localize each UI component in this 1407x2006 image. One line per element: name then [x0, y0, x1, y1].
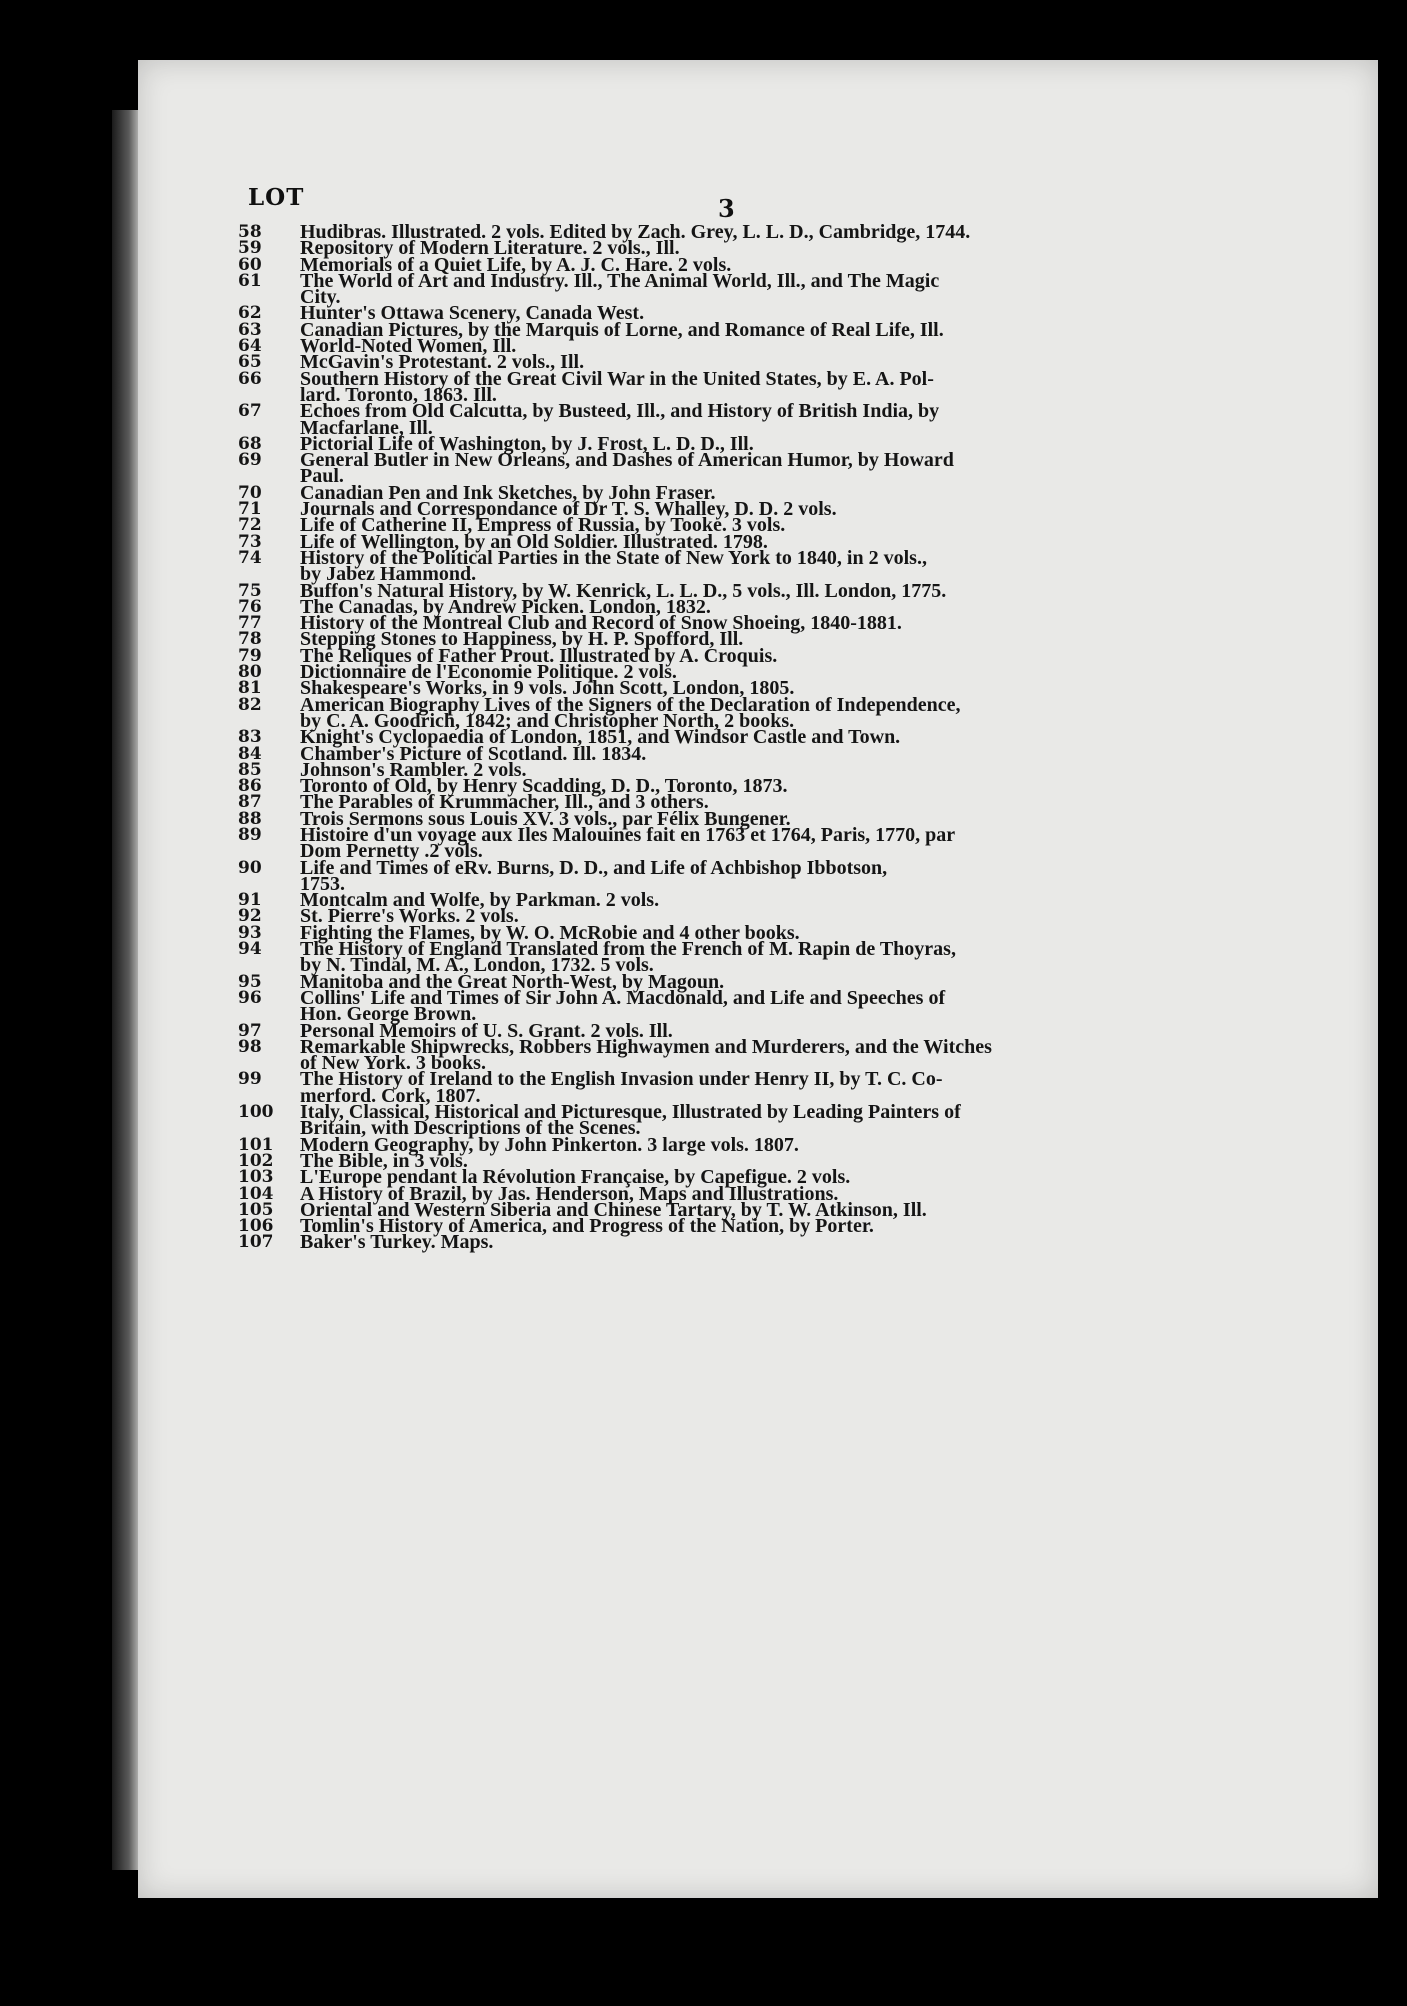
lot-description: Italy, Classical, Historical and Picturesque, Illustrated by Leading Painters of Britain, with Descriptions of the Scenes.	[300, 1101, 961, 1140]
lot-description: Stepping Stones to Happiness, by H. P. Spofford, Ill.	[300, 628, 744, 651]
lot-number: 90	[238, 857, 262, 878]
lot-number: 65	[238, 352, 262, 373]
page-number: 3	[718, 194, 735, 223]
lot-number: 79	[238, 645, 262, 666]
lot-number: 80	[238, 662, 262, 683]
lot-description: Manitoba and the Great North-West, by Magoun.	[300, 970, 725, 993]
lot-number: 81	[238, 678, 262, 699]
lot-number: 63	[238, 319, 262, 340]
lot-number: 60	[238, 254, 262, 275]
lot-entry	[238, 400, 1328, 439]
lot-number: 67	[238, 401, 262, 422]
lot-number: 103	[238, 1167, 274, 1188]
lot-description: Life of Catherine II, Empress of Russia, by Tooke. 3 vols.	[300, 514, 786, 537]
lot-number: 98	[238, 1036, 262, 1057]
catalog-page	[138, 60, 1378, 1898]
lot-description: McGavin's Protestant. 2 vols., Ill.	[300, 351, 585, 374]
lot-entry	[238, 693, 1328, 732]
lot-description: Collins' Life and Times of Sir John A. Macdonald, and Life and Speeches of Hon. George Brown.	[300, 986, 946, 1026]
lot-number: 76	[238, 596, 262, 617]
lot-entry	[238, 367, 1328, 406]
lot-number: 88	[238, 808, 262, 829]
lot-number: 85	[238, 759, 262, 780]
lot-description: Toronto of Old, by Henry Scadding, D. D., Toronto, 1873.	[300, 775, 788, 798]
lot-description: Dictionnaire de l'Economie Politique. 2 vols.	[300, 661, 677, 684]
lot-description: Hudibras. Illustrated. 2 vols. Edited by Zach. Grey, L. L. D., Cambridge, 1744.	[300, 221, 971, 243]
lot-number: 93	[238, 922, 262, 943]
lot-number: 106	[238, 1216, 274, 1237]
lot-description: The World of Art and Industry. Ill., The Animal World, Ill., and The Magic City.	[300, 269, 940, 309]
lot-description: St. Pierre's Works. 2 vols.	[300, 905, 519, 928]
lot-description: Modern Geography, by John Pinkerton. 3 large vols. 1807.	[300, 1133, 799, 1156]
lot-description: Journals and Correspondance of Dr T. S. Whalley, D. D. 2 vols.	[300, 498, 837, 521]
lot-entry	[238, 938, 1328, 977]
lot-description: Shakespeare's Works, in 9 vols. John Scott, London, 1805.	[300, 677, 795, 700]
lot-description: The Reliques of Father Prout. Illustrated by A. Croquis.	[300, 644, 778, 667]
lot-description: Tomlin's History of America, and Progress of the Nation, by Porter.	[300, 1215, 874, 1238]
lot-entry	[238, 546, 1328, 586]
lot-entry	[238, 269, 1328, 309]
lot-entry	[238, 823, 1328, 863]
lot-description: Memorials of a Quiet Life, by A. J. C. Hare. 2 vols.	[300, 253, 732, 276]
lot-entry	[238, 856, 1328, 895]
lot-description: Life and Times of eRv. Burns, D. D., and Life of Achbishop Ibbotson, 1753.	[300, 856, 888, 895]
lot-number: 77	[238, 613, 262, 634]
lot-description: Trois Sermons sous Louis XV. 3 vols., par Félix Bungener.	[300, 807, 791, 830]
lot-description: The Parables of Krummacher, Ill., and 3 others.	[300, 791, 709, 814]
lot-entry	[238, 986, 1328, 1026]
lot-number: 97	[238, 1020, 262, 1041]
lot-number: 92	[238, 906, 262, 927]
lot-number: 64	[238, 336, 262, 357]
lot-description: The History of Ireland to the English Invasion under Henry II, by T. C. Co- merford. Cork, 1807.	[300, 1068, 943, 1107]
lot-description: Canadian Pictures, by the Marquis of Lorne, and Romance of Real Life, Ill.	[300, 318, 944, 341]
lot-description: The History of England Translated from the French of M. Rapin de Thoyras, by N. Tindal, M. A., London, 1732. 5 vols.	[300, 938, 956, 977]
lot-number: 107	[238, 1232, 274, 1253]
lot-entry	[238, 1068, 1328, 1107]
lot-description: World-Noted Women, Ill.	[300, 335, 517, 358]
lot-description: Remarkable Shipwrecks, Robbers Highwaymen and Murderers, and the Witches of New York. 3 books.	[300, 1035, 992, 1075]
lot-number: 101	[238, 1134, 274, 1155]
lot-description: Personal Memoirs of U. S. Grant. 2 vols. Ill.	[300, 1019, 673, 1042]
lot-number: 105	[238, 1199, 274, 1220]
lot-number: 96	[238, 987, 262, 1008]
lot-column-heading: LOT	[248, 184, 305, 211]
lot-description: The Bible, in 3 vols.	[300, 1149, 468, 1172]
lot-number: 82	[238, 694, 262, 715]
lot-description: General Butler in New Orleans, and Dashes of American Humor, by Howard Paul.	[300, 449, 954, 488]
lot-number: 58	[238, 222, 262, 242]
lot-number: 86	[238, 776, 262, 797]
lot-number: 78	[238, 629, 262, 650]
lot-description: The Canadas, by Andrew Picken. London, 1832.	[300, 595, 711, 618]
lot-description: Chamber's Picture of Scotland. Ill. 1834.	[300, 742, 647, 765]
lot-number: 73	[238, 531, 262, 552]
lot-number: 74	[238, 547, 262, 568]
lot-number: 70	[238, 482, 262, 503]
lot-description: L'Europe pendant la Révolution Française, by Capefigue. 2 vols.	[300, 1166, 851, 1189]
lot-entry	[238, 449, 1328, 488]
lot-number: 87	[238, 792, 262, 813]
lot-number: 100	[238, 1102, 274, 1123]
lot-description: American Biography Lives of the Signers of the Declaration of Independence, by C. A. Goodrich, 1842; and Christopher North, 2 books.	[300, 693, 961, 732]
lot-number: 99	[238, 1069, 262, 1090]
page-edge-shadow	[112, 110, 140, 1870]
lot-number: 75	[238, 580, 262, 601]
lot-description: Southern History of the Great Civil War in the United States, by E. A. Pol- lard. Toronto, 1863. Ill.	[300, 367, 934, 406]
lot-number: 91	[238, 890, 262, 911]
lot-description: Fighting the Flames, by W. O. McRobie and 4 other books.	[300, 921, 800, 944]
lot-number: 62	[238, 303, 262, 324]
lot-number: 72	[238, 515, 262, 536]
lot-number: 94	[238, 939, 262, 960]
lot-description: Repository of Modern Literature. 2 vols., Ill.	[300, 237, 680, 260]
lot-number: 95	[238, 971, 262, 992]
lot-description: Buffon's Natural History, by W. Kenrick, L. L. D., 5 vols., Ill. London, 1775.	[300, 579, 947, 602]
lot-number: 69	[238, 450, 262, 471]
lot-description: Johnson's Rambler. 2 vols.	[300, 758, 527, 781]
lot-number: 66	[238, 368, 262, 389]
lot-number: 83	[238, 727, 262, 748]
lot-number: 68	[238, 433, 262, 454]
lot-number: 59	[238, 238, 262, 259]
lot-entry	[238, 1101, 1328, 1140]
lot-description: Life of Wellington, by an Old Soldier. Illustrated. 1798.	[300, 530, 768, 553]
lot-description: Oriental and Western Siberia and Chinese Tartary, by T. W. Atkinson, Ill.	[300, 1198, 927, 1221]
lot-number: 102	[238, 1150, 274, 1171]
lot-description: A History of Brazil, by Jas. Henderson, Maps and Illustrations.	[300, 1182, 839, 1205]
lot-description: Knight's Cyclopaedia of London, 1851, and Windsor Castle and Town.	[300, 726, 901, 749]
lot-description: History of the Montreal Club and Record of Snow Shoeing, 1840-1881.	[300, 612, 902, 635]
lot-description: Baker's Turkey. Maps.	[300, 1231, 494, 1254]
lot-number: 61	[238, 270, 262, 291]
lot-number: 71	[238, 499, 262, 520]
lot-description: History of the Political Parties in the State of New York to 1840, in 2 vols., by Jabez Hammond.	[300, 546, 927, 586]
lot-description: Hunter's Ottawa Scenery, Canada West.	[300, 302, 645, 325]
lot-entry	[238, 1231, 1328, 1254]
lot-number: 89	[238, 824, 262, 845]
lot-number: 84	[238, 743, 262, 764]
lot-number: 104	[238, 1183, 274, 1204]
lot-description: Histoire d'un voyage aux Iles Malouines fait en 1763 et 1764, Paris, 1770, par Dom Pernetty .2 vols.	[300, 823, 956, 863]
lot-list	[238, 221, 1328, 1254]
lot-description: Pictorial Life of Washington, by J. Frost, L. D. D., Ill.	[300, 432, 754, 455]
lot-description: Montcalm and Wolfe, by Parkman. 2 vols.	[300, 889, 660, 912]
lot-description: Echoes from Old Calcutta, by Busteed, Ill., and History of British India, by Macfarlane, Ill.	[300, 400, 940, 439]
lot-description: Canadian Pen and Ink Sketches, by John Fraser.	[300, 481, 716, 504]
lot-entry	[238, 1035, 1328, 1075]
